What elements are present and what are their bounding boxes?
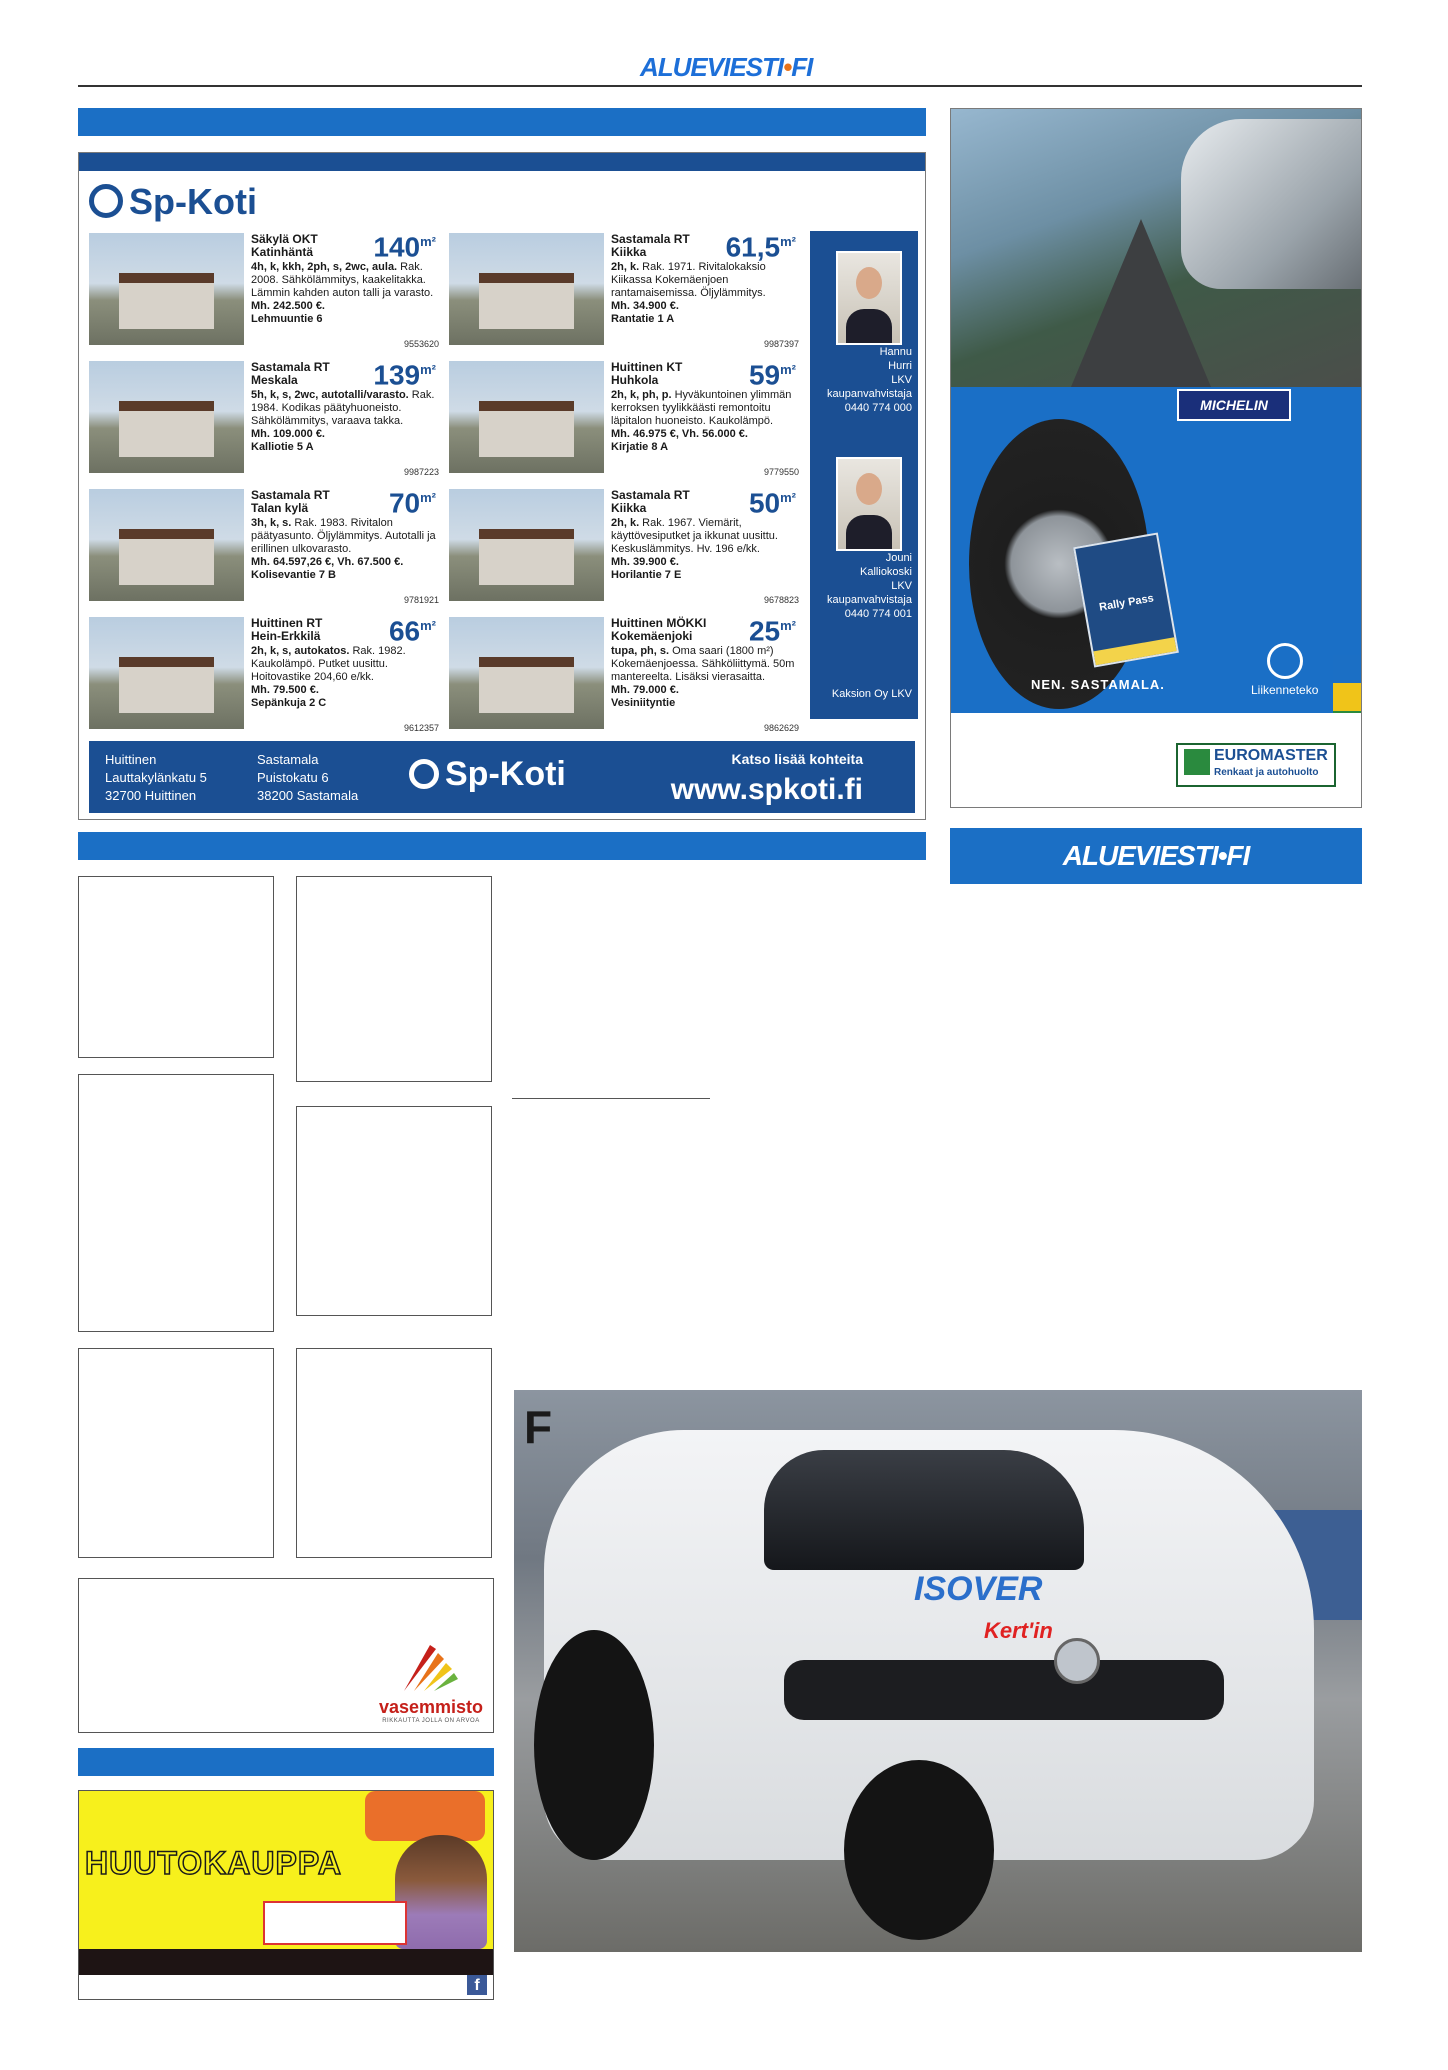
ad-box xyxy=(296,876,492,1082)
listing-place: Sastamala RT xyxy=(611,488,690,502)
listing-place: Sastamala RT xyxy=(251,488,330,502)
alueviesti-box[interactable]: ALUEVIESTI•FI xyxy=(950,828,1362,884)
agent-info: Jouni Kalliokoski LKV kaupanvahvistaja 0440 774 001 xyxy=(826,552,912,620)
emblem-icon xyxy=(1267,643,1303,679)
agents-column xyxy=(810,231,918,719)
listing-photo xyxy=(89,489,244,601)
spkoti-logo xyxy=(89,181,257,223)
road-image xyxy=(951,109,1361,387)
section-bar-left xyxy=(78,1748,494,1776)
listing-desc: tupa, ph, s. Oma saari (1800 m²) Kokemäenjoessa. Sähköliittymä. 50m mantereelta. Lisäksi vierasaitta. xyxy=(611,645,795,683)
huutokauppa-ad[interactable] xyxy=(78,1790,494,2000)
listing-sub: Huhkola xyxy=(611,373,659,387)
listing-photo xyxy=(449,489,604,601)
listing-card[interactable] xyxy=(89,617,439,737)
office-sastamala: Sastamala Puistokatu 6 38200 Sastamala xyxy=(257,752,359,803)
isover-logo: ISOVER xyxy=(914,1570,1043,1608)
listing-place: Sastamala RT xyxy=(611,232,690,246)
liikenneteko-logo: Liikenneteko xyxy=(1251,643,1318,697)
listing-photo xyxy=(89,617,244,729)
vw-logo-icon xyxy=(1054,1638,1100,1684)
michelin-logo: MICHELIN xyxy=(1177,389,1291,421)
ad-box xyxy=(78,1348,274,1558)
agent-photo xyxy=(836,457,902,551)
listing-desc: 3h, k, s. Rak. 1983. Rivitalon päätyasunto. Öljylämmitys. Autotalli ja erillinen ulkovarasto. xyxy=(251,517,436,555)
listing-area: $25^{m^2}$ xyxy=(748,615,796,647)
divider xyxy=(512,1098,710,1099)
car-image xyxy=(1181,119,1362,289)
listing-area: $140^{m^2}$ xyxy=(373,231,436,263)
listing-area: $61,5^{m^2}$ xyxy=(725,231,796,263)
listing-place: Huittinen KT xyxy=(611,360,683,374)
euromaster-logo: EUROMASTER Renkaat ja autohuolto xyxy=(1176,743,1336,787)
listing-price: Mh. 79.500 €. xyxy=(251,684,319,696)
listing-place: Säkylä OKT xyxy=(251,232,318,246)
facebook-icon[interactable]: f xyxy=(467,1975,487,1995)
listing-card[interactable] xyxy=(89,233,439,353)
listing-photo xyxy=(89,233,244,345)
masthead-rule xyxy=(78,85,1362,87)
listing-sub: Kiikka xyxy=(611,501,647,515)
masthead-logo[interactable] xyxy=(640,52,812,83)
ad-box xyxy=(78,876,274,1058)
ad-box xyxy=(78,1074,274,1332)
masthead-logo-b: FI xyxy=(791,52,813,82)
masthead-logo-a: ALUEVIESTI xyxy=(640,52,784,82)
office-huittinen: Huittinen Lauttakylänkatu 5 32700 Huittinen xyxy=(105,752,207,803)
red-box xyxy=(263,1901,407,1945)
rally-pass-tag: Rally Pass xyxy=(1073,532,1179,667)
spkoti-ad[interactable] xyxy=(78,152,926,820)
listing-code: 9779550 xyxy=(763,467,799,477)
listing-address: Lehmuuntie 6 xyxy=(251,313,323,325)
wheel-front xyxy=(844,1760,994,1940)
listing-price: Mh. 64.597,26 €, Vh. 67.500 €. xyxy=(251,556,404,568)
agent-photo xyxy=(836,251,902,345)
listing-area: $59^{m^2}$ xyxy=(748,359,796,391)
house-image xyxy=(479,529,574,585)
listing-card[interactable] xyxy=(449,361,799,481)
listing-sub: Meskala xyxy=(251,373,298,387)
ad-box xyxy=(296,1106,492,1316)
house-image xyxy=(479,273,574,329)
speech-bubble xyxy=(365,1791,485,1841)
listing-photo xyxy=(89,361,244,473)
kertin-logo: Kert'in xyxy=(984,1618,1053,1643)
more-listings-text: Katso lisää kohteita xyxy=(731,751,863,767)
listing-code: 9987223 xyxy=(403,467,439,477)
listing-address: Kolisevantie 7 B xyxy=(251,569,336,581)
listing-desc: 2h, k. Rak. 1967. Viemärit, käyttövesiputket ja ikkunat uusittu. Keskuslämmitys. Hv. 196 e/kk. xyxy=(611,517,778,555)
listing-price: Mh. 109.000 €. xyxy=(251,428,325,440)
spkoti-header-strip xyxy=(79,153,925,171)
listing-photo xyxy=(449,233,604,345)
listing-code: 9987397 xyxy=(763,339,799,349)
listing-place: Sastamala RT xyxy=(251,360,330,374)
listing-price: Mh. 34.900 €. xyxy=(611,300,679,312)
listing-code: 9781921 xyxy=(403,595,439,605)
listing-address: Sepänkuja 2 C xyxy=(251,697,327,709)
vasemmisto-logo: vasemmisto RIKKAUTTA JOLLA ON ARVOA xyxy=(379,1639,483,1724)
vasemmisto-ad[interactable] xyxy=(78,1578,494,1733)
listing-card[interactable] xyxy=(89,361,439,481)
michelin-ad[interactable] xyxy=(950,108,1362,808)
person-image xyxy=(395,1835,487,1949)
listing-address: Kalliotie 5 A xyxy=(251,441,314,453)
listing-desc: 2h, k, ph, p. Hyväkuntoinen ylimmän kerroksen tyylikkäästi remontoitu läpitalon huoneisto. Kaukolämpö. xyxy=(611,389,792,427)
listing-code: 9862629 xyxy=(763,723,799,733)
listing-sub: Talan kylä xyxy=(251,501,309,515)
listing-price: Mh. 79.000 €. xyxy=(611,684,679,696)
clover-icon xyxy=(89,184,123,218)
vasemmisto-flag-icon xyxy=(396,1639,466,1697)
listing-address: Vesiniityntie xyxy=(611,697,676,709)
listing-card[interactable] xyxy=(89,489,439,609)
house-image xyxy=(479,401,574,457)
listing-sub: Kokemäenjoki xyxy=(611,629,693,643)
listing-area: $50^{m^2}$ xyxy=(748,487,796,519)
house-image xyxy=(119,273,214,329)
listing-card[interactable] xyxy=(449,489,799,609)
windshield xyxy=(764,1450,1084,1570)
spkoti-footer xyxy=(89,741,915,813)
house-image xyxy=(479,657,574,713)
agency-name: Kaksion Oy LKV xyxy=(831,688,912,700)
listing-desc: 2h, k. Rak. 1971. Rivitalokaksio Kiikassa Kokemäenjoen rantamaisemissa. Öljylämmitys. xyxy=(611,261,766,299)
michelin-slogan: NEN. SASTAMALA. xyxy=(1031,677,1165,692)
listing-sub: Katinhäntä xyxy=(251,245,314,259)
listing-price: Mh. 39.900 €. xyxy=(611,556,679,568)
listing-photo xyxy=(449,361,604,473)
listing-card[interactable] xyxy=(449,617,799,737)
ad-box xyxy=(296,1348,492,1558)
car-grill xyxy=(784,1660,1224,1720)
listing-photo xyxy=(449,617,604,729)
euromaster-icon xyxy=(1184,749,1210,775)
house-image xyxy=(119,529,214,585)
wheel-left xyxy=(534,1630,654,1860)
listing-sub: Hein-Erkkilä xyxy=(251,629,321,643)
listing-price: Mh. 242.500 €. xyxy=(251,300,325,312)
listing-area: $70^{m^2}$ xyxy=(388,487,436,519)
listing-address: Rantatie 1 A xyxy=(611,313,675,325)
listing-desc: 2h, k, s, autokatos. Rak. 1982. Kaukolämpö. Putket uusittu. Hoitovastike 204,60 e/kk. xyxy=(251,645,406,683)
listing-code: 9553620 xyxy=(403,339,439,349)
race-car-photo xyxy=(514,1390,1362,1952)
listing-place: Huittinen RT xyxy=(251,616,323,630)
f-sign: F xyxy=(524,1401,553,1453)
listing-desc: 5h, k, s, 2wc, autotalli/varasto. Rak. 1984. Kodikas päätyhuoneisto. Sähkölämmitys, varaava takka. xyxy=(251,389,435,427)
house-image xyxy=(119,657,214,713)
listing-place: Huittinen MÖKKI xyxy=(611,616,707,630)
listing-price: Mh. 46.975 €, Vh. 56.000 €. xyxy=(611,428,748,440)
section-bar-top xyxy=(78,108,926,136)
section-bar-middle xyxy=(78,832,926,860)
house-image xyxy=(119,401,214,457)
listing-address: Kirjatie 8 A xyxy=(611,441,669,453)
listing-sub: Kiikka xyxy=(611,245,647,259)
huutokauppa-title: HUUTOKAUPPA xyxy=(85,1845,342,1881)
listing-card[interactable] xyxy=(449,233,799,353)
listing-desc: 4h, k, kkh, 2ph, s, 2wc, aula. Rak. 2008. Sähkölämmitys, kaakelitakka. Lämmin kahden auton talli ja varasto. xyxy=(251,261,434,299)
spkoti-footer-logo: Sp-Koti xyxy=(409,755,566,794)
listing-code: 9678823 xyxy=(763,595,799,605)
listing-area: $66^{m^2}$ xyxy=(388,615,436,647)
listing-address: Horilantie 7 E xyxy=(611,569,682,581)
clover-icon xyxy=(409,759,439,789)
listing-code: 9612357 xyxy=(403,723,439,733)
michelin-bottom xyxy=(951,713,1361,808)
masthead-logo-dot: • xyxy=(783,52,792,82)
spkoti-link[interactable]: www.spkoti.fi xyxy=(670,773,863,806)
listing-area: $139^{m^2}$ xyxy=(373,359,436,391)
dark-strip xyxy=(79,1949,493,1975)
agent-info: Hannu Hurri LKV kaupanvahvistaja 0440 774 000 xyxy=(826,346,912,414)
spkoti-brand: Sp-Koti xyxy=(129,181,257,222)
